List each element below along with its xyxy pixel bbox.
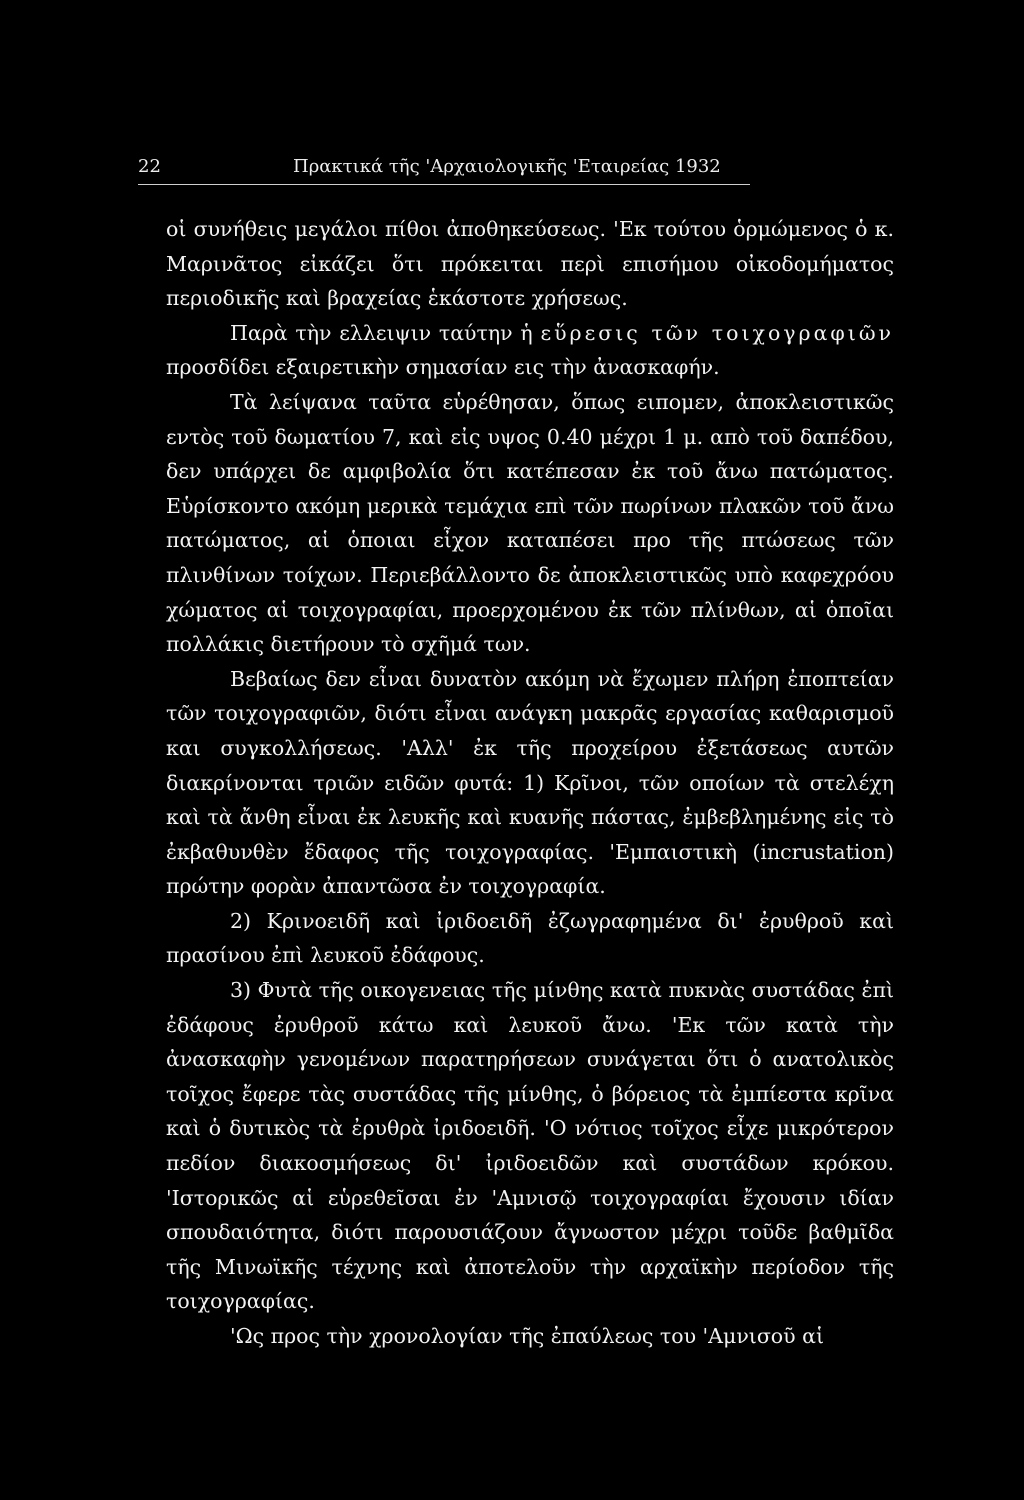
paragraph-6: 3) Φυτὰ τῆς οικογενειας τῆς μίνθης κατὰ πυκνὰς συστάδας ἐπὶ ἐδάφους ἐρυθροῦ κάτω καὶ λευκοῦ ἄνω. 'Εκ τῶν κατὰ τὴν ἀνασκαφὴν γενομένων παρατηρήσεων συνάγεται ὅτι ὁ ανατολικὸς τοῖχος ἔφερε τὰς συστάδας τῆς μίνθης, ὁ βόρειος τὰ ἐμπίεστα κρῖνα καὶ ὁ δυτικὸς τὰ ἐρυθρὰ ἰριδοειδῆ. 'Ο νότιος τοῖχος εἶχε μικρότερον πεδίον διακοσμήσεως δι' ἰριδοειδῶν καὶ συστάδων κρόκου. 'Ιστορικῶς αἱ εὑρεθεῖσαι ἐν 'Αμνισῷ τοιχογραφίαι ἔχουσιν ιδίαν σπουδαιότητα, διότι παρουσιάζουν ἄγνωστον μέχρι τοῦδε βαθμῖδα τῆς Μινωϊκῆς τέχνης καὶ ἀποτελοῦν τὴν αρχαϊκὴν περίοδον τῆς τοιχογραφίας. <box>166 978 894 1314</box>
paragraph-2-start: Παρὰ τὴν ελλειψιν ταύτην ἡ <box>230 320 541 345</box>
header-rule <box>138 184 750 185</box>
running-title: Πρακτικά τῆς 'Αρχαιολογικῆς 'Εταιρείας 1932 <box>293 156 721 177</box>
paragraph-3: Τὰ λείψανα ταῦτα εὑρέθησαν, ὅπως ειπομεν, ἀποκλειστικῶς εντὸς τοῦ δωματίου 7, καὶ εἰς υψος 0.40 μέχρι 1 μ. απὸ τοῦ δαπέδου, δεν υπάρχει δε αμφιβολία ὅτι κατέπεσαν ἐκ τοῦ ἄνω πατώματος. Εὑρίσκοντο ακόμη μερικὰ τεμάχια επὶ τῶν πωρίνων πλακῶν τοῦ ἄνω πατώματος, αἱ ὁποιαι εἶχον καταπέσει προ τῆς πτώσεως τῶν πλινθίνων τοίχων. Περιεβάλλοντο δε ἀποκλειστικῶς υπὸ καφεχρόου χώματος αἱ τοιχογραφίαι, προερχομένου ἐκ τῶν πλίνθων, αἱ ὁποῖαι πολλάκις διετήρουν τὸ σχῆμά των. <box>166 389 894 657</box>
page-header <box>138 152 894 182</box>
body-text <box>166 212 894 1354</box>
paragraph-2 <box>166 316 894 385</box>
page-number: 22 <box>138 156 161 177</box>
paragraph-2-end: προσδίδει εξαιρετικὴν σημασίαν εις τὴν ἀνασκαφήν. <box>166 355 720 380</box>
paragraph-2-emphasis: εὕρεσις τῶν τοιχογραφιῶν <box>540 320 894 345</box>
paragraph-5: 2) Κρινοειδῆ καὶ ἰριδοειδῆ ἐζωγραφημένα δι' ἐρυθροῦ καὶ πρασίνου ἐπὶ λευκοῦ ἐδάφους. <box>166 908 894 968</box>
paragraph-1: οἱ συνήθεις μεγάλοι πίθοι ἀποθηκεύσεως. 'Εκ τούτου ὁρμώμενος ὁ κ. Μαρινᾶτος εἰκάζει ὅτι πρόκειται περὶ επισήμου οἰκοδομήματος περιοδικῆς καὶ βραχείας ἑκάστοτε χρήσεως. <box>166 217 894 311</box>
paragraph-7: 'Ως προς τὴν χρονολογίαν τῆς ἐπαύλεως του 'Αμνισοῦ αἱ <box>230 1324 825 1348</box>
paragraph-4: Βεβαίως δεν εἶναι δυνατὸν ακόμη νὰ ἔχωμεν πλήρη ἐποπτείαν τῶν τοιχογραφιῶν, διότι εἶναι ανάγκη μακρᾶς εργασίας καθαρισμοῦ και συγκολλήσεως. 'Αλλ' ἐκ τῆς προχείρου ἐξετάσεως αυτῶν διακρίνονται τριῶν ειδῶν φυτά: 1) Κρῖνοι, τῶν οποίων τὰ στελέχη καὶ τὰ ἄνθη εἶναι ἐκ λευκῆς καὶ κυανῆς πάστας, ἐμβεβλημένης εἰς τὸ ἐκβαθυνθὲν ἔδαφος τῆς τοιχογραφίας. 'Εμπαιστικὴ (incrustation) πρώτην φορὰν ἀπαντῶσα ἐν τοιχογραφία. <box>166 666 894 899</box>
